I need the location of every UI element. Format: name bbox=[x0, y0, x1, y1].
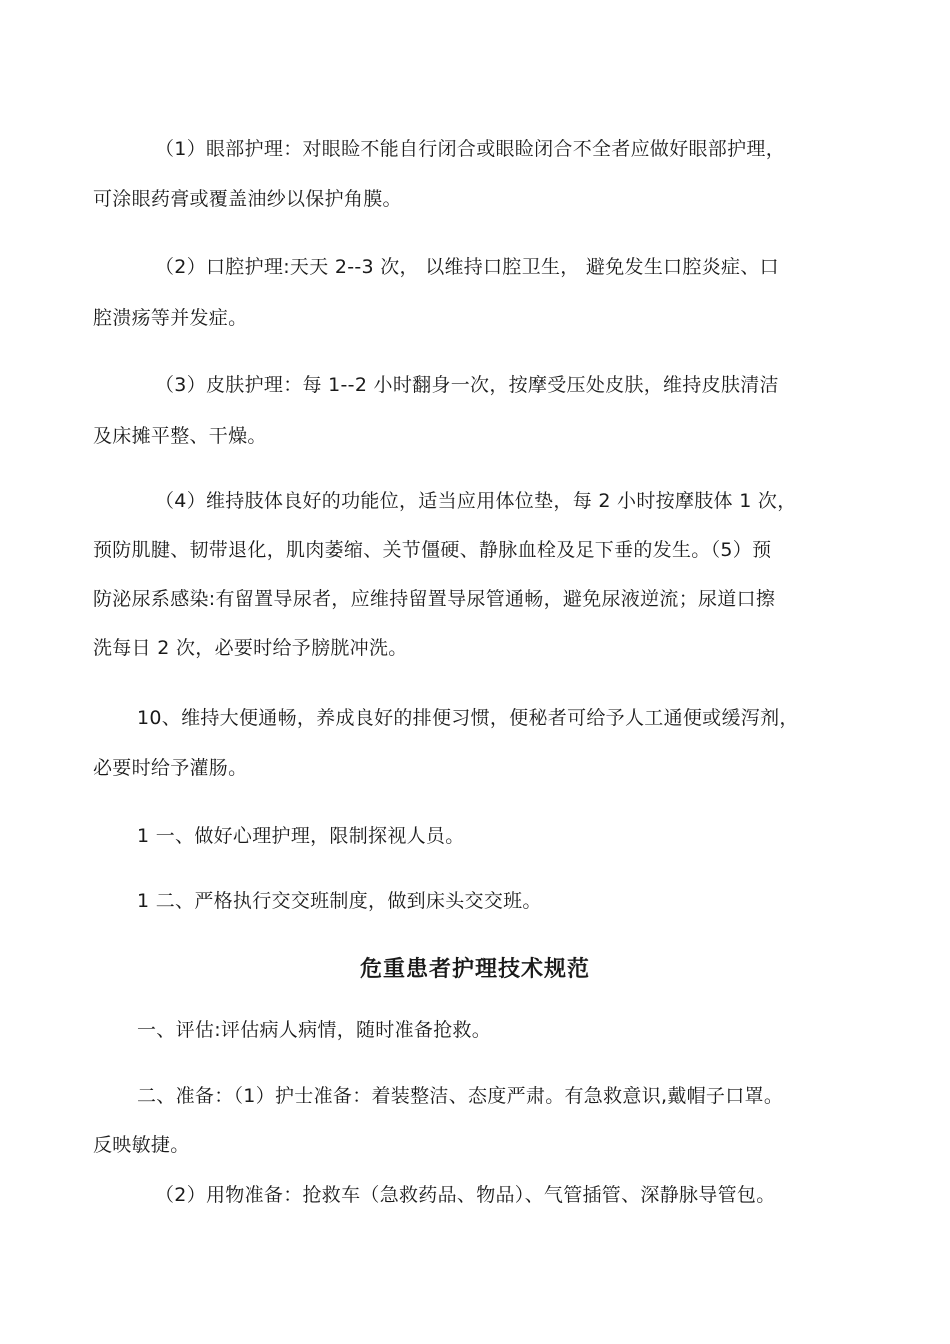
section-preparation-line-2: 反映敏捷。 bbox=[93, 1134, 190, 1156]
section-assessment: 一、评估:评估病人病情，随时准备抢救。 bbox=[137, 1019, 492, 1041]
paragraph-eye-care-line-2: 可涂眼药膏或覆盖油纱以保护角膜。 bbox=[93, 188, 402, 210]
paragraph-bowel-line-1: 10、维持大便通畅，养成良好的排便习惯，便秘者可给予人工通便或缓泻剂， bbox=[137, 707, 799, 729]
paragraph-oral-care-line-1: （2）口腔护理:天天 2--3 次， 以维持口腔卫生， 避免发生口腔炎症、口 bbox=[155, 256, 779, 278]
paragraph-psych-care: 1 一、做好心理护理，限制探视人员。 bbox=[137, 825, 465, 847]
paragraph-bowel-line-2: 必要时给予灌肠。 bbox=[93, 757, 248, 779]
section-preparation-line-3: （2）用物准备：抢救车（急救药品、物品）、气管插管、深静脉导管包。 bbox=[155, 1184, 776, 1206]
paragraph-skin-care-line-1: （3）皮肤护理：每 1--2 小时翻身一次，按摩受压处皮肤，维持皮肤清洁 bbox=[155, 374, 779, 396]
section-preparation-line-1: 二、准备：（1）护士准备：着装整洁、态度严肃。有急救意识,戴帽子口罩。 bbox=[137, 1085, 784, 1107]
paragraph-limb-care-line-1: （4）维持肢体良好的功能位，适当应用体位垫，每 2 小时按摩肢体 1 次， bbox=[155, 490, 797, 512]
paragraph-oral-care-line-2: 腔溃疡等并发症。 bbox=[93, 307, 248, 329]
paragraph-skin-care-line-2: 及床摊平整、干燥。 bbox=[93, 425, 267, 447]
paragraph-handover: 1 二、严格执行交交班制度，做到床头交交班。 bbox=[137, 890, 542, 912]
paragraph-eye-care-line-1: （1）眼部护理：对眼睑不能自行闭合或眼睑闭合不全者应做好眼部护理， bbox=[155, 138, 785, 160]
section-title: 危重患者护理技术规范 bbox=[359, 957, 590, 982]
paragraph-limb-care-line-3: 防泌尿系感染:有留置导尿者，应维持留置导尿管通畅，避免尿液逆流；尿道口擦 bbox=[93, 588, 776, 610]
paragraph-limb-care-line-4: 洗每日 2 次，必要时给予膀胱冲洗。 bbox=[93, 637, 408, 659]
paragraph-limb-care-line-2: 预防肌腱、韧带退化，肌肉萎缩、关节僵硬、静脉血栓及足下垂的发生。（5）预 bbox=[93, 539, 772, 561]
